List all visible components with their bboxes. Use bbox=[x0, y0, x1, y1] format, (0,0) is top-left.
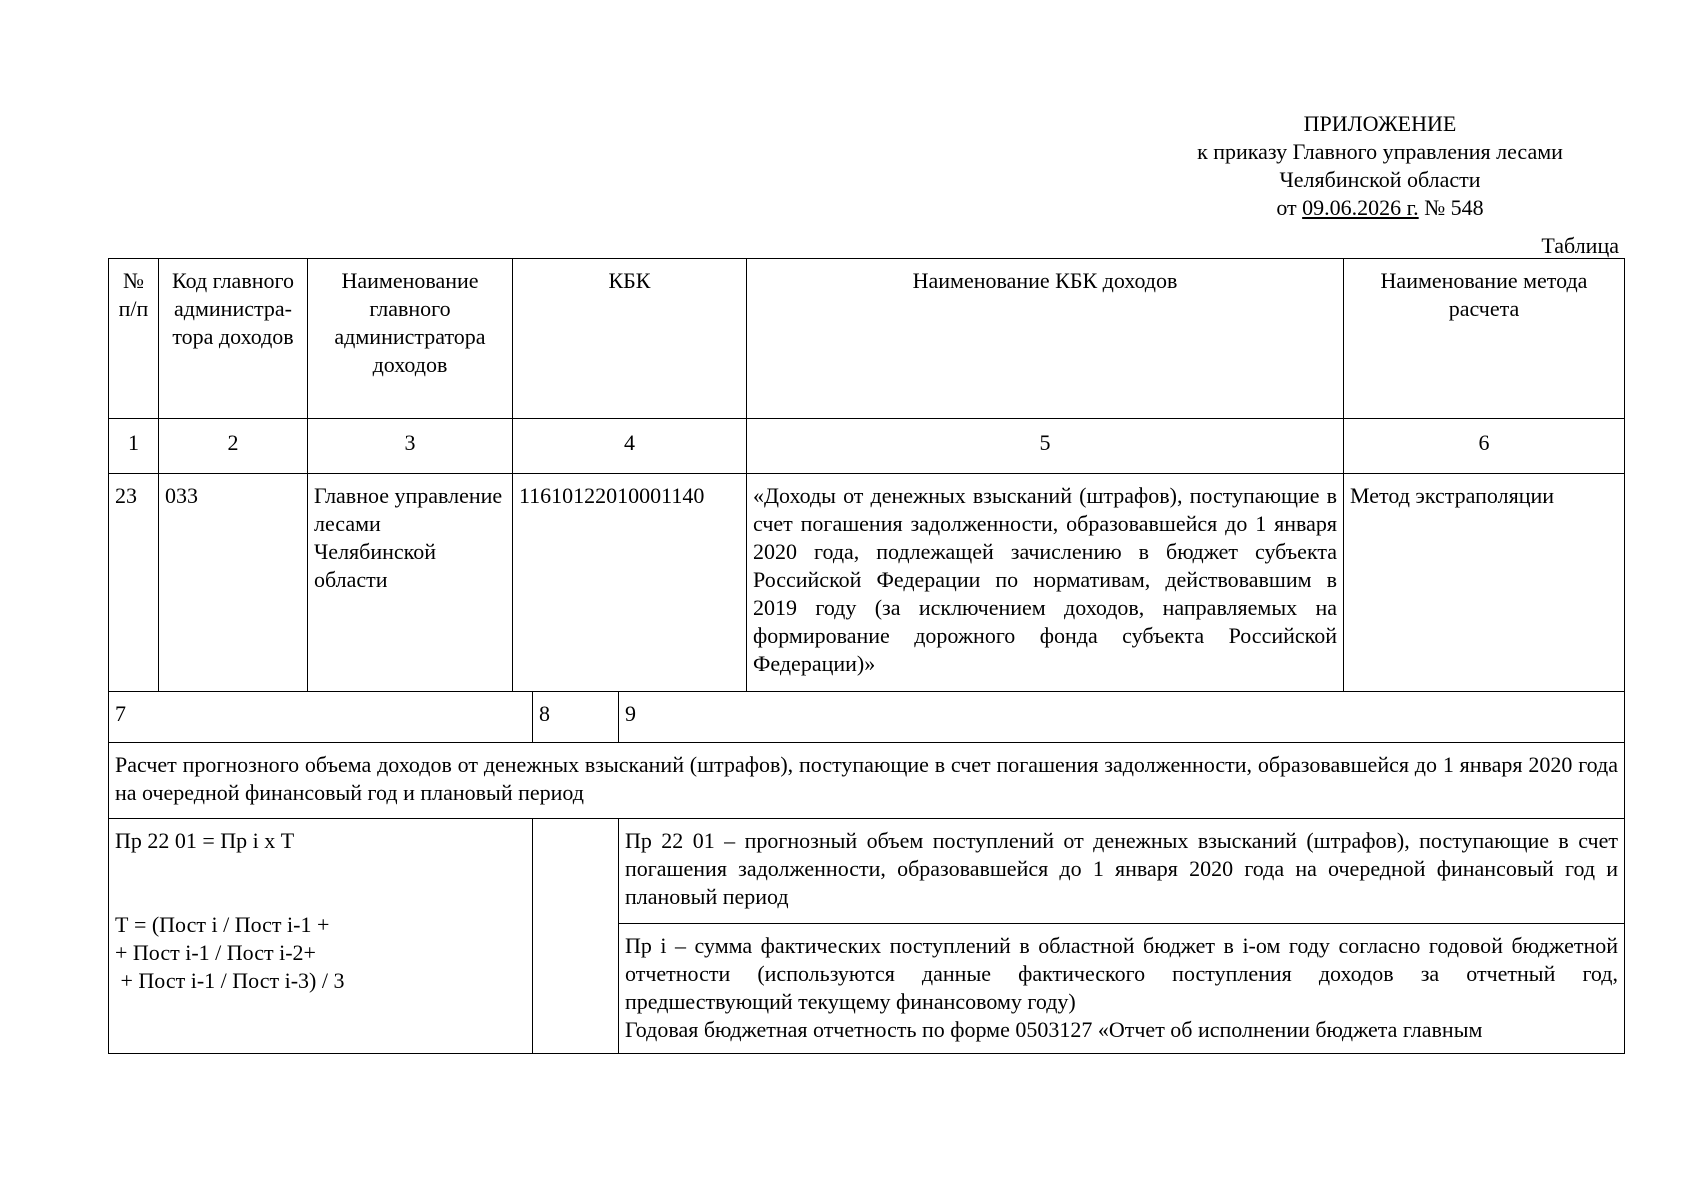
kbk-name: «Доходы от денежных взысканий (штрафов), поступающие в счет погашения задолженности, образовавшейся до 1 января 2020 года, подлежащей зачислению в бюджет субъекта Российской Федерации по нормативам, действовавшим в 2019 году (за исключением доходов, направляемых на формирование дорожного фонда субъекта Российской Федерации)» bbox=[747, 474, 1344, 692]
table-header-row bbox=[109, 259, 1625, 419]
column-number: 4 bbox=[513, 419, 747, 474]
kbk-code: 11610122010001140 bbox=[513, 474, 747, 692]
column-number: 2 bbox=[159, 419, 308, 474]
calc-title: Расчет прогнозного объема доходов от денежных взысканий (штрафов), поступающие в счет погашения задолженности, образовавшейся до 1 января 2020 года на очередной финансовый год и плановый период bbox=[109, 743, 1625, 819]
column-number: 8 bbox=[533, 692, 619, 743]
column-number: 1 bbox=[109, 419, 159, 474]
column-number-row-2 bbox=[109, 692, 1625, 743]
empty-cell bbox=[533, 819, 619, 1054]
calculation-table bbox=[108, 691, 1625, 1054]
definition-report-text: Годовая бюджетная отчетность по форме 0503127 «Отчет об исполнении бюджета главным bbox=[625, 1017, 1483, 1042]
header-cell: Наименование главного администратора доходов bbox=[308, 259, 513, 419]
definition-pri bbox=[619, 924, 1625, 1054]
kbk-table bbox=[108, 258, 1625, 692]
column-number: 9 bbox=[619, 692, 1625, 743]
header-cell: Наименование КБК доходов bbox=[747, 259, 1344, 419]
appendix-region-line: Челябинской области bbox=[1279, 167, 1481, 192]
appendix-order-line: к приказу Главного управления лесами bbox=[1197, 139, 1563, 164]
calc-method: Метод экстраполяции bbox=[1344, 474, 1625, 692]
row-number: 23 bbox=[109, 474, 159, 692]
column-number: 5 bbox=[747, 419, 1344, 474]
admin-code: 033 bbox=[159, 474, 308, 692]
formula-cell bbox=[109, 819, 533, 1054]
formula-t-line-2: + Пост i-1 / Пост i-2+ bbox=[115, 940, 316, 965]
formula-spacer bbox=[115, 855, 526, 911]
column-number: 3 bbox=[308, 419, 513, 474]
calc-title-row bbox=[109, 743, 1625, 819]
appendix-date-line bbox=[1120, 194, 1640, 222]
column-number: 6 bbox=[1344, 419, 1625, 474]
formula-main: Пр 22 01 = Пр i х Т bbox=[115, 828, 295, 853]
definition-pri-text: Пр i – сумма фактических поступлений в областной бюджет в i-ом году согласно годовой бюджетной отчетности (используются данные фактического поступления доходов за отчетный год, предшествующий текущему финансовому году) bbox=[625, 933, 1618, 1014]
appendix-header bbox=[1120, 110, 1640, 222]
table-row bbox=[109, 474, 1625, 692]
definition-row-1 bbox=[109, 819, 1625, 924]
admin-name: Главное управление лесами Челябинской области bbox=[308, 474, 513, 692]
header-cell: КБК bbox=[513, 259, 747, 419]
table-caption: Таблица bbox=[1541, 233, 1619, 258]
order-date: 09.06.2026 г. bbox=[1302, 195, 1419, 220]
header-cell: Наименование метода расчета bbox=[1344, 259, 1625, 419]
appendix-title: ПРИЛОЖЕНИЕ bbox=[1303, 111, 1457, 136]
column-number: 7 bbox=[109, 692, 533, 743]
header-cell: № п/п bbox=[109, 259, 159, 419]
column-number-row bbox=[109, 419, 1625, 474]
definition-pr2201: Пр 22 01 – прогнозный объем поступлений от денежных взысканий (штрафов), поступающие в счет погашения задолженности, образовавшейся до 1 января 2020 года на очередной финансовый год и плановый период bbox=[619, 819, 1625, 924]
date-prefix: от bbox=[1276, 195, 1297, 220]
header-cell: Код главного администра-тора доходов bbox=[159, 259, 308, 419]
formula-t-line-1: Т = (Пост i / Пост i-1 + bbox=[115, 912, 330, 937]
order-number: № 548 bbox=[1424, 195, 1484, 220]
formula-t-line-3: + Пост i-1 / Пост i-3) / 3 bbox=[115, 968, 345, 993]
